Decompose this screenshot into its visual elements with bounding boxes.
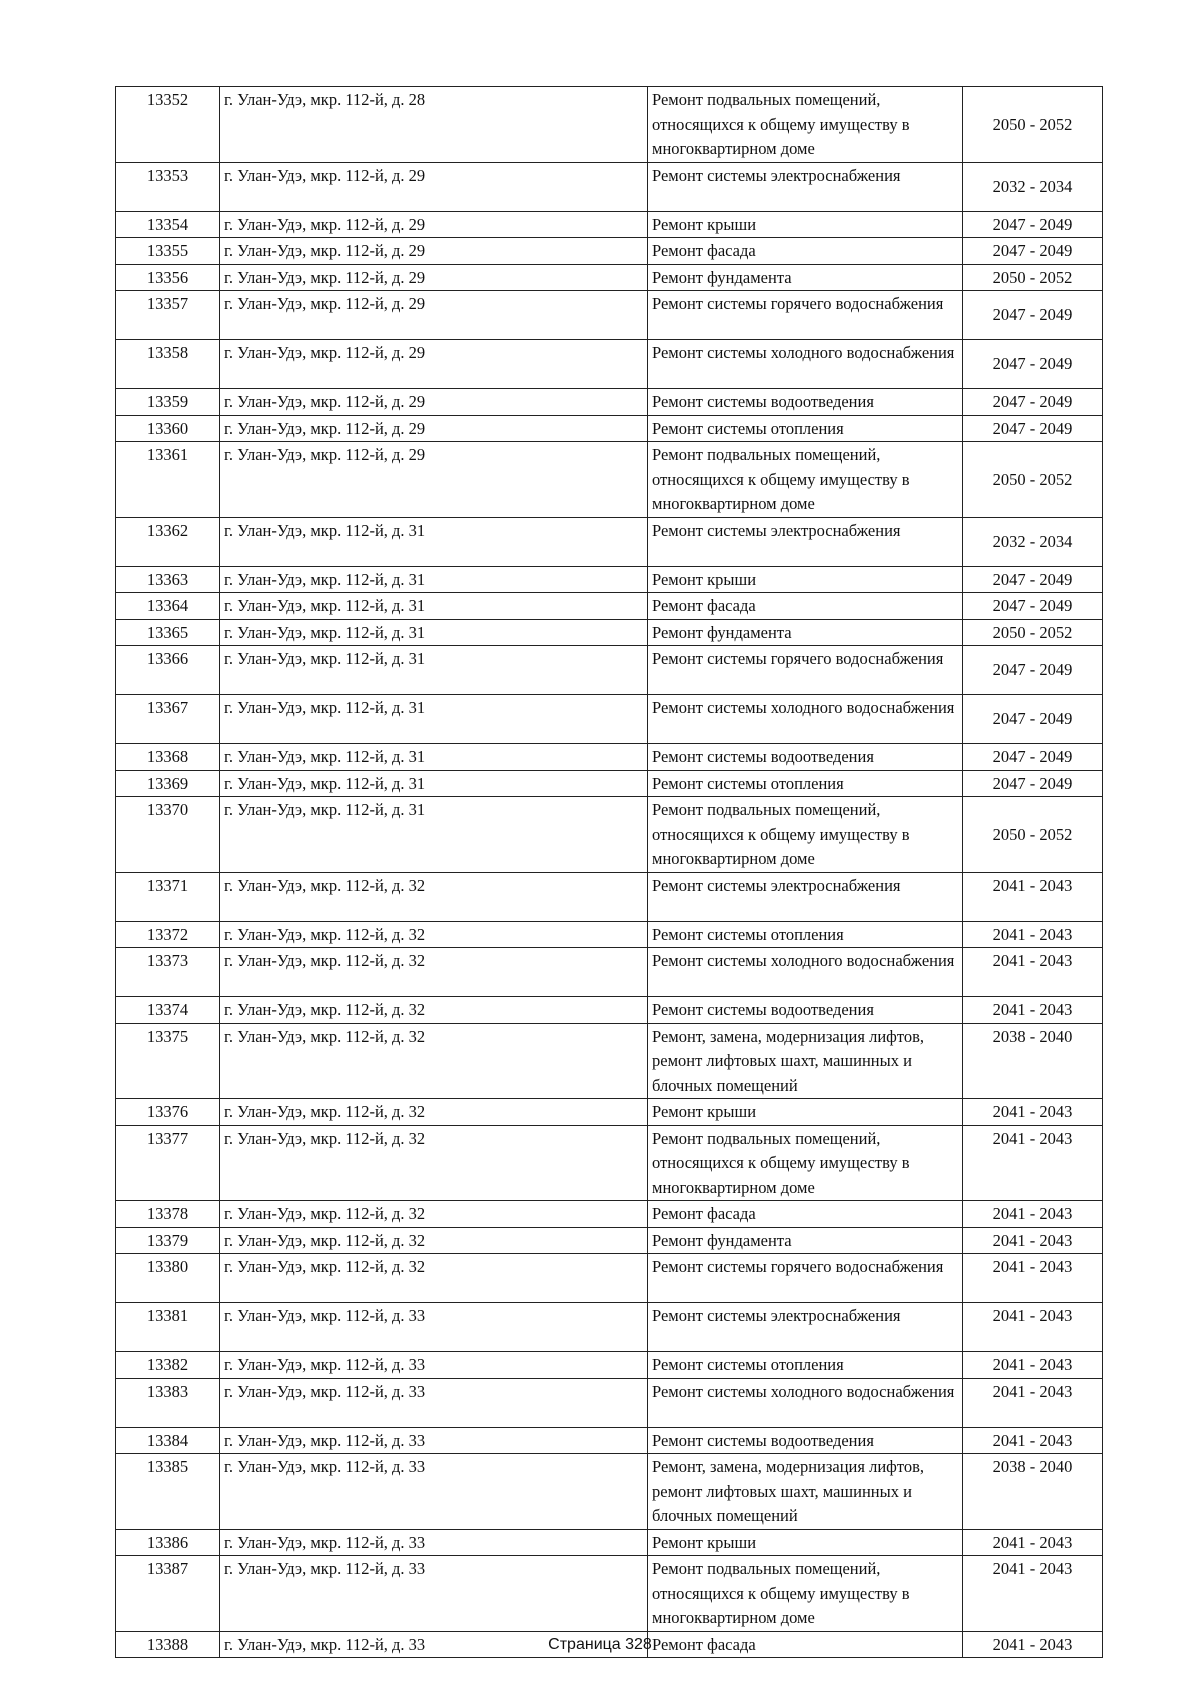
table-row [116,948,1103,997]
row-period: 2047 - 2049 [963,389,1103,416]
row-number: 13381 [116,1303,220,1352]
table-row [116,87,1103,163]
row-address: г. Улан-Удэ, мкр. 112-й, д. 29 [220,389,648,416]
row-address: г. Улан-Удэ, мкр. 112-й, д. 29 [220,238,648,265]
row-work-type: Ремонт подвальных помещений, относящихся к общему имуществу в многоквартирном доме [648,1556,963,1632]
row-address: г. Улан-Удэ, мкр. 112-й, д. 33 [220,1303,648,1352]
row-number: 13358 [116,340,220,389]
row-work-type: Ремонт крыши [648,1529,963,1556]
row-period: 2041 - 2043 [963,1352,1103,1379]
row-number: 13362 [116,517,220,566]
table-row [116,1378,1103,1427]
row-number: 13370 [116,797,220,873]
row-period: 2050 - 2052 [963,264,1103,291]
table-row [116,619,1103,646]
row-work-type: Ремонт системы электроснабжения [648,162,963,211]
table-row [116,1529,1103,1556]
row-period: 2038 - 2040 [963,1454,1103,1530]
row-period: 2041 - 2043 [963,1227,1103,1254]
row-work-type: Ремонт подвальных помещений, относящихся к общему имуществу в многоквартирном доме [648,442,963,518]
row-address: г. Улан-Удэ, мкр. 112-й, д. 32 [220,997,648,1024]
row-address: г. Улан-Удэ, мкр. 112-й, д. 31 [220,593,648,620]
table-row [116,1454,1103,1530]
row-period: 2047 - 2049 [963,340,1103,389]
row-work-type: Ремонт фасада [648,593,963,620]
row-period: 2047 - 2049 [963,238,1103,265]
row-number: 13384 [116,1427,220,1454]
table-row [116,264,1103,291]
repair-schedule-table [115,86,1103,1658]
row-period: 2041 - 2043 [963,1378,1103,1427]
row-number: 13366 [116,646,220,695]
table-row [116,770,1103,797]
row-period: 2041 - 2043 [963,1125,1103,1201]
row-address: г. Улан-Удэ, мкр. 112-й, д. 32 [220,1227,648,1254]
row-address: г. Улан-Удэ, мкр. 112-й, д. 31 [220,744,648,771]
table-row [116,1125,1103,1201]
row-work-type: Ремонт фундамента [648,619,963,646]
row-period: 2047 - 2049 [963,770,1103,797]
row-number: 13371 [116,872,220,921]
row-address: г. Улан-Удэ, мкр. 112-й, д. 29 [220,415,648,442]
row-work-type: Ремонт подвальных помещений, относящихся к общему имуществу в многоквартирном доме [648,797,963,873]
row-period: 2041 - 2043 [963,872,1103,921]
row-period: 2041 - 2043 [963,921,1103,948]
row-work-type: Ремонт системы отопления [648,770,963,797]
row-period: 2032 - 2034 [963,162,1103,211]
row-number: 13372 [116,921,220,948]
row-work-type: Ремонт фундамента [648,264,963,291]
row-work-type: Ремонт, замена, модернизация лифтов, ремонт лифтовых шахт, машинных и блочных помещений [648,1023,963,1099]
row-address: г. Улан-Удэ, мкр. 112-й, д. 32 [220,1023,648,1099]
row-number: 13387 [116,1556,220,1632]
table-row [116,415,1103,442]
row-address: г. Улан-Удэ, мкр. 112-й, д. 32 [220,948,648,997]
row-period: 2041 - 2043 [963,1099,1103,1126]
row-work-type: Ремонт фундамента [648,1227,963,1254]
table-row [116,1254,1103,1303]
table-row [116,921,1103,948]
row-period: 2047 - 2049 [963,646,1103,695]
row-work-type: Ремонт крыши [648,211,963,238]
table-row [116,566,1103,593]
row-address: г. Улан-Удэ, мкр. 112-й, д. 33 [220,1352,648,1379]
row-period: 2047 - 2049 [963,566,1103,593]
row-work-type: Ремонт системы электроснабжения [648,1303,963,1352]
row-period: 2047 - 2049 [963,744,1103,771]
row-number: 13374 [116,997,220,1024]
row-number: 13382 [116,1352,220,1379]
table-row [116,162,1103,211]
row-address: г. Улан-Удэ, мкр. 112-й, д. 31 [220,566,648,593]
row-period: 2041 - 2043 [963,1529,1103,1556]
table-row [116,1556,1103,1632]
table-row [116,238,1103,265]
row-work-type: Ремонт, замена, модернизация лифтов, ремонт лифтовых шахт, машинных и блочных помещений [648,1454,963,1530]
row-number: 13360 [116,415,220,442]
row-number: 13359 [116,389,220,416]
row-address: г. Улан-Удэ, мкр. 112-й, д. 29 [220,291,648,340]
row-period: 2050 - 2052 [963,87,1103,163]
row-work-type: Ремонт системы горячего водоснабжения [648,1254,963,1303]
table-row [116,389,1103,416]
row-address: г. Улан-Удэ, мкр. 112-й, д. 29 [220,162,648,211]
row-number: 13386 [116,1529,220,1556]
row-number: 13355 [116,238,220,265]
row-period: 2047 - 2049 [963,415,1103,442]
row-address: г. Улан-Удэ, мкр. 112-й, д. 31 [220,619,648,646]
row-work-type: Ремонт системы электроснабжения [648,517,963,566]
row-work-type: Ремонт системы электроснабжения [648,872,963,921]
table-row [116,517,1103,566]
row-work-type: Ремонт системы отопления [648,1352,963,1379]
row-period: 2038 - 2040 [963,1023,1103,1099]
row-number: 13363 [116,566,220,593]
row-work-type: Ремонт системы горячего водоснабжения [648,291,963,340]
row-work-type: Ремонт системы холодного водоснабжения [648,695,963,744]
table-row [116,646,1103,695]
row-period: 2041 - 2043 [963,1427,1103,1454]
row-number: 13383 [116,1378,220,1427]
table-row [116,797,1103,873]
row-period: 2041 - 2043 [963,1303,1103,1352]
row-address: г. Улан-Удэ, мкр. 112-й, д. 33 [220,1631,648,1658]
row-number: 13365 [116,619,220,646]
row-period: 2041 - 2043 [963,1556,1103,1632]
table-row [116,872,1103,921]
row-period: 2050 - 2052 [963,442,1103,518]
row-number: 13369 [116,770,220,797]
row-number: 13364 [116,593,220,620]
row-address: г. Улан-Удэ, мкр. 112-й, д. 29 [220,264,648,291]
row-number: 13376 [116,1099,220,1126]
table-row [116,1201,1103,1228]
row-work-type: Ремонт системы отопления [648,921,963,948]
row-period: 2041 - 2043 [963,1201,1103,1228]
row-work-type: Ремонт системы холодного водоснабжения [648,1378,963,1427]
row-period: 2047 - 2049 [963,593,1103,620]
row-work-type: Ремонт фасада [648,238,963,265]
table-row [116,291,1103,340]
row-address: г. Улан-Удэ, мкр. 112-й, д. 32 [220,872,648,921]
row-address: г. Улан-Удэ, мкр. 112-й, д. 33 [220,1529,648,1556]
table-row [116,1427,1103,1454]
row-period: 2041 - 2043 [963,997,1103,1024]
row-work-type: Ремонт системы холодного водоснабжения [648,340,963,389]
row-period: 2050 - 2052 [963,797,1103,873]
row-work-type: Ремонт фасада [648,1201,963,1228]
row-number: 13352 [116,87,220,163]
table-row [116,997,1103,1024]
row-number: 13357 [116,291,220,340]
row-number: 13354 [116,211,220,238]
table-row [116,211,1103,238]
row-period: 2047 - 2049 [963,695,1103,744]
row-address: г. Улан-Удэ, мкр. 112-й, д. 28 [220,87,648,163]
row-address: г. Улан-Удэ, мкр. 112-й, д. 32 [220,1125,648,1201]
row-address: г. Улан-Удэ, мкр. 112-й, д. 29 [220,340,648,389]
row-number: 13377 [116,1125,220,1201]
row-address: г. Улан-Удэ, мкр. 112-й, д. 32 [220,1201,648,1228]
row-period: 2041 - 2043 [963,948,1103,997]
table-row [116,1352,1103,1379]
row-number: 13375 [116,1023,220,1099]
row-work-type: Ремонт фасада [648,1631,963,1658]
row-address: г. Улан-Удэ, мкр. 112-й, д. 31 [220,517,648,566]
row-work-type: Ремонт системы холодного водоснабжения [648,948,963,997]
row-address: г. Улан-Удэ, мкр. 112-й, д. 32 [220,921,648,948]
table-body [116,87,1103,1658]
row-number: 13367 [116,695,220,744]
table-row [116,1227,1103,1254]
table-row [116,593,1103,620]
row-work-type: Ремонт системы водоотведения [648,744,963,771]
row-period: 2032 - 2034 [963,517,1103,566]
row-address: г. Улан-Удэ, мкр. 112-й, д. 33 [220,1454,648,1530]
row-address: г. Улан-Удэ, мкр. 112-й, д. 33 [220,1556,648,1632]
row-number: 13368 [116,744,220,771]
row-address: г. Улан-Удэ, мкр. 112-й, д. 33 [220,1378,648,1427]
row-address: г. Улан-Удэ, мкр. 112-й, д. 31 [220,770,648,797]
row-work-type: Ремонт подвальных помещений, относящихся к общему имуществу в многоквартирном доме [648,1125,963,1201]
row-address: г. Улан-Удэ, мкр. 112-й, д. 32 [220,1254,648,1303]
row-number: 13388 [116,1631,220,1658]
row-number: 13379 [116,1227,220,1254]
row-address: г. Улан-Удэ, мкр. 112-й, д. 32 [220,1099,648,1126]
row-number: 13361 [116,442,220,518]
row-work-type: Ремонт системы горячего водоснабжения [648,646,963,695]
row-work-type: Ремонт системы водоотведения [648,1427,963,1454]
table-row [116,744,1103,771]
row-period: 2041 - 2043 [963,1631,1103,1658]
row-number: 13356 [116,264,220,291]
row-number: 13380 [116,1254,220,1303]
row-period: 2047 - 2049 [963,211,1103,238]
row-work-type: Ремонт системы отопления [648,415,963,442]
table-row [116,1303,1103,1352]
row-number: 13373 [116,948,220,997]
row-address: г. Улан-Удэ, мкр. 112-й, д. 29 [220,442,648,518]
row-address: г. Улан-Удэ, мкр. 112-й, д. 29 [220,211,648,238]
table-row [116,695,1103,744]
row-work-type: Ремонт системы водоотведения [648,389,963,416]
row-period: 2050 - 2052 [963,619,1103,646]
row-number: 13385 [116,1454,220,1530]
row-work-type: Ремонт системы водоотведения [648,997,963,1024]
row-address: г. Улан-Удэ, мкр. 112-й, д. 33 [220,1427,648,1454]
row-period: 2047 - 2049 [963,291,1103,340]
row-work-type: Ремонт подвальных помещений, относящихся к общему имуществу в многоквартирном доме [648,87,963,163]
row-address: г. Улан-Удэ, мкр. 112-й, д. 31 [220,797,648,873]
table-row [116,1023,1103,1099]
row-number: 13353 [116,162,220,211]
row-number: 13378 [116,1201,220,1228]
page-number: Страница 328 [548,1636,652,1653]
row-period: 2041 - 2043 [963,1254,1103,1303]
table-row [116,442,1103,518]
table-row [116,1099,1103,1126]
row-address: г. Улан-Удэ, мкр. 112-й, д. 31 [220,646,648,695]
row-address: г. Улан-Удэ, мкр. 112-й, д. 31 [220,695,648,744]
row-work-type: Ремонт крыши [648,566,963,593]
row-work-type: Ремонт крыши [648,1099,963,1126]
table-row [116,340,1103,389]
